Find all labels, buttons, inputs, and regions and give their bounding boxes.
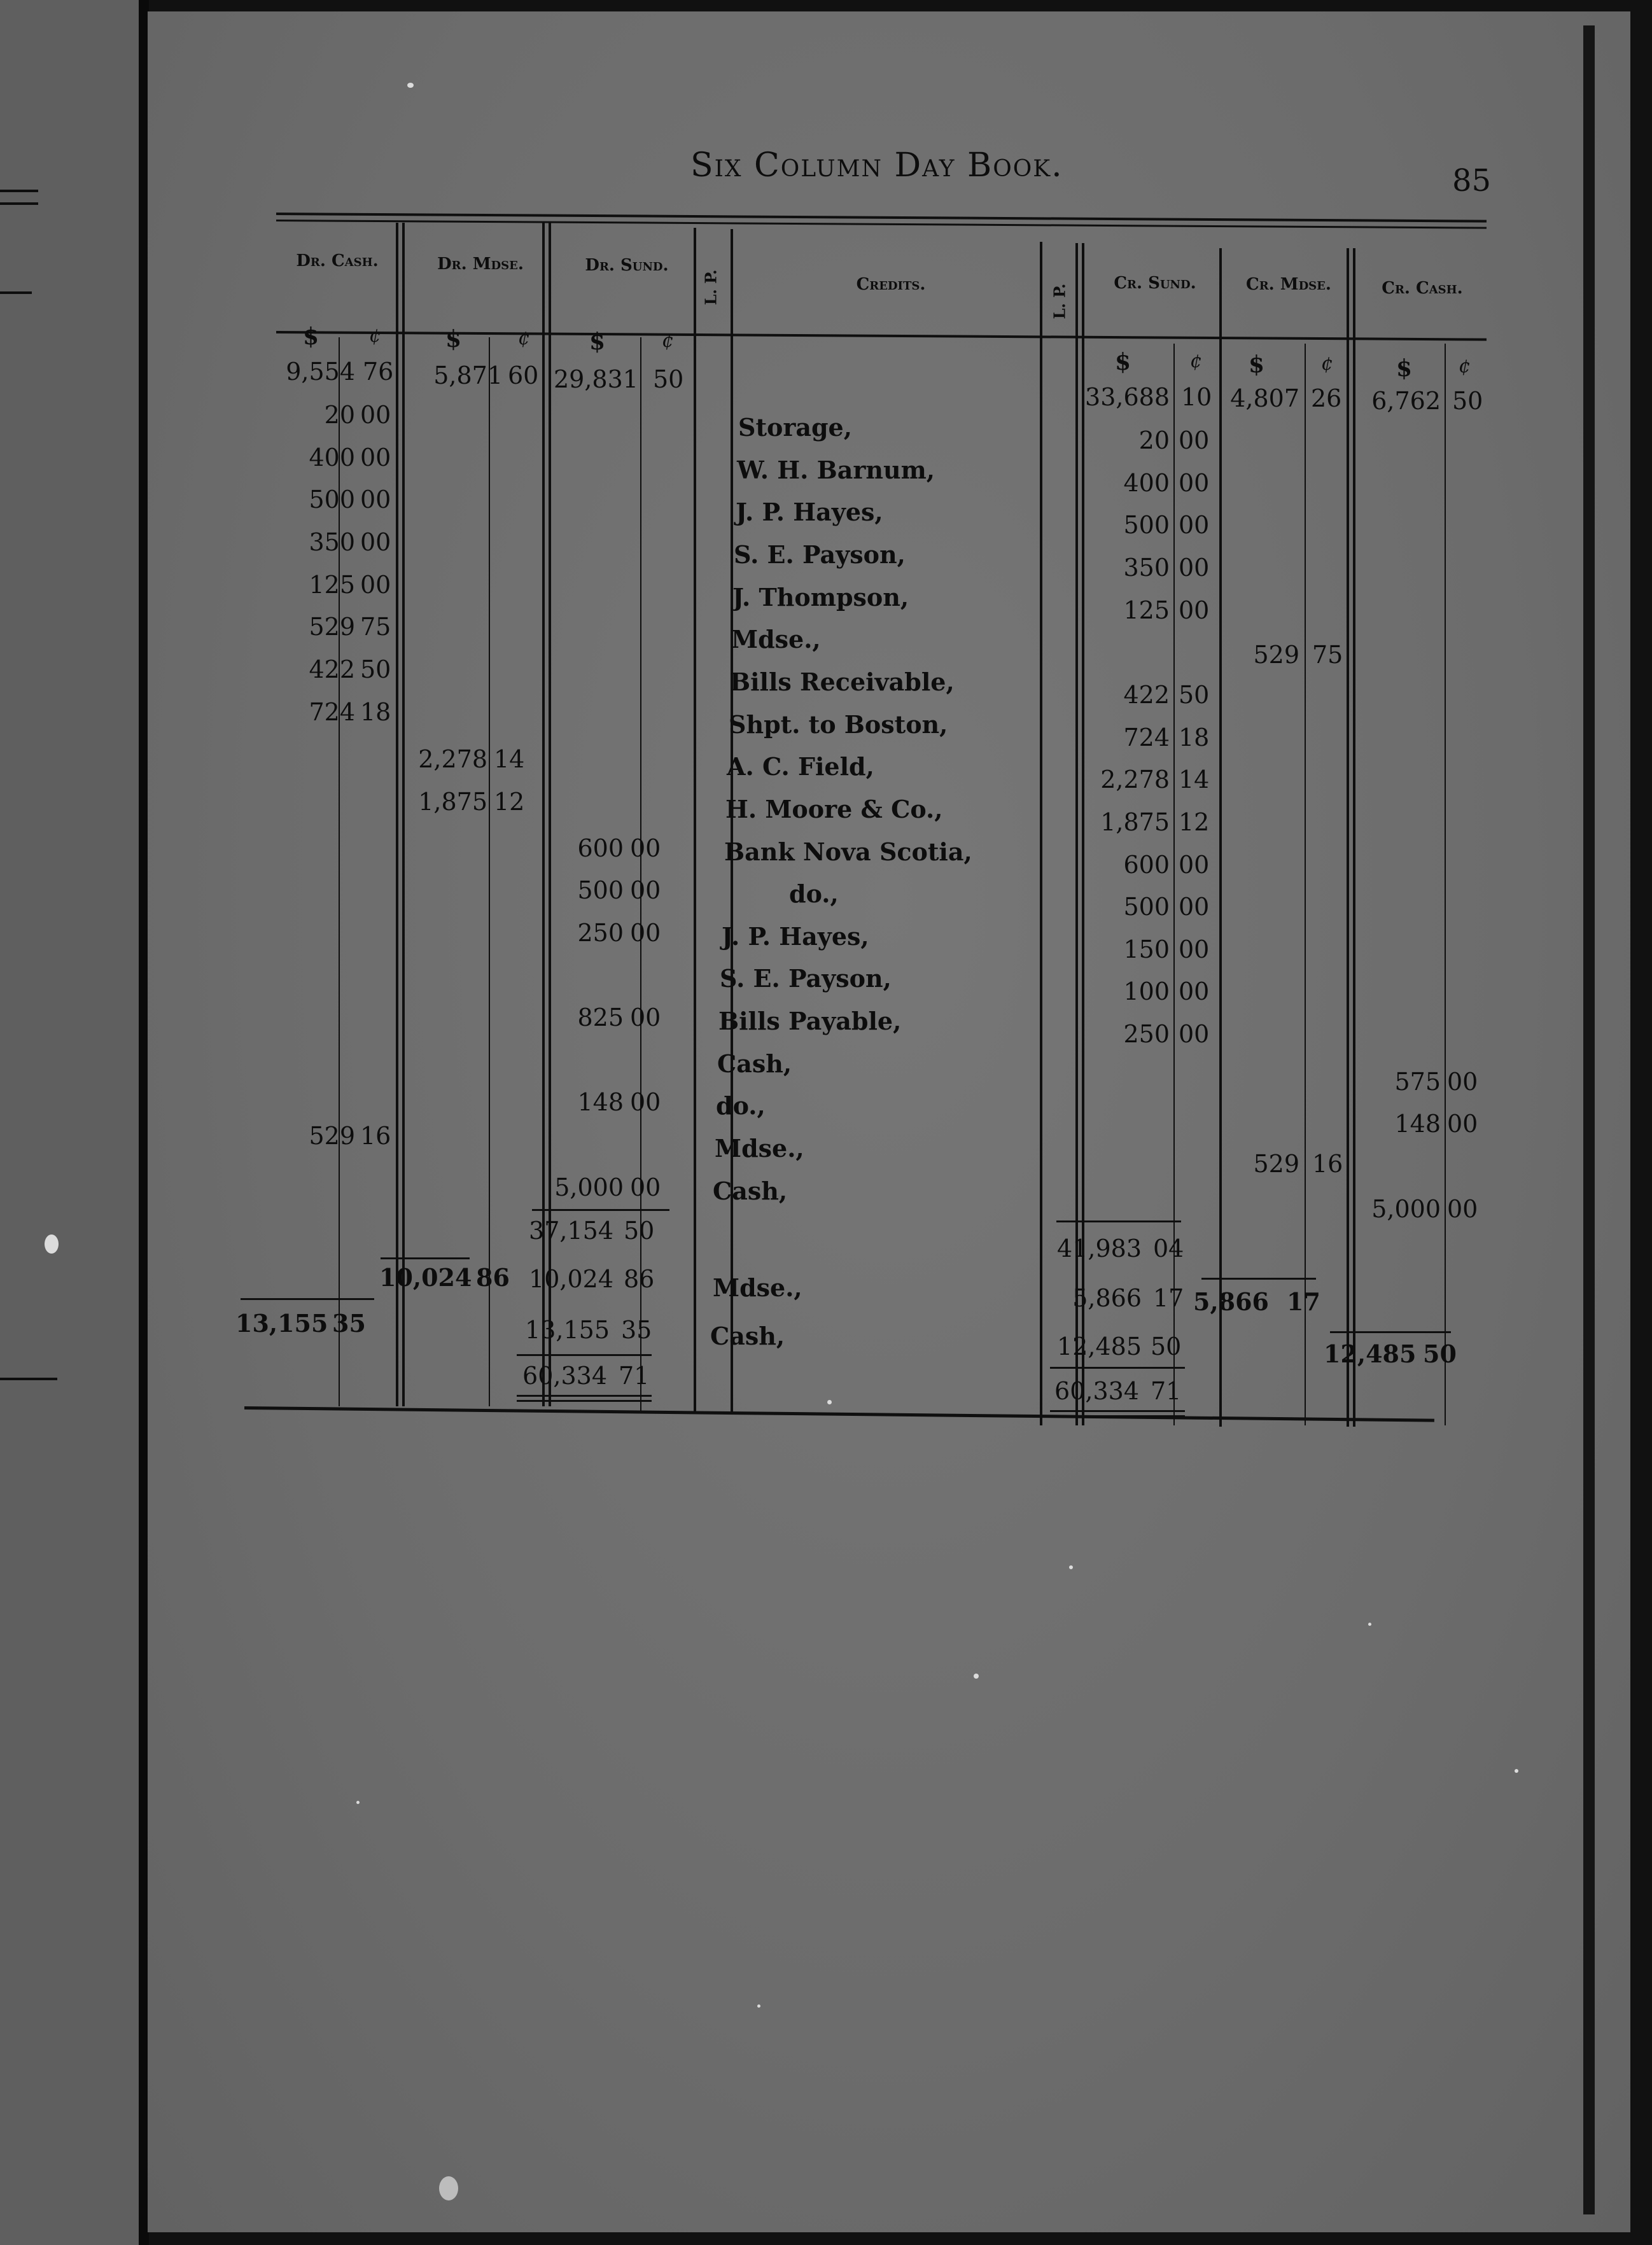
cr-sund-dollars: 125 — [1123, 596, 1170, 624]
header-credits: Credits. — [856, 275, 926, 294]
opening-cr-mdse-cents: 26 — [1311, 384, 1342, 412]
subtotal-cr-sund-dollars: 41,983 — [1057, 1234, 1142, 1262]
credit-account-name: do., — [716, 1091, 766, 1121]
cr-sund-dollars: 600 — [1123, 850, 1170, 879]
cr-sund-dollars: 250 — [1123, 1020, 1170, 1049]
dr-sund-cents: 00 — [630, 1173, 661, 1201]
cash-dr-sund-dollars: 13,155 — [525, 1316, 610, 1344]
header-cr-cash: Cr. Cash. — [1382, 279, 1463, 298]
dr-cash-dollars: 125 — [309, 570, 355, 599]
cr-sund-cents: 00 — [1179, 977, 1210, 1006]
credit-account-name: do., — [789, 879, 839, 909]
grand-rule-cr-sund — [1050, 1367, 1185, 1369]
total-rule-cr-mdse — [1201, 1278, 1316, 1280]
total-dr-cash-dollars: 13,155 — [235, 1309, 328, 1338]
dr-cash-dollars: 20 — [324, 401, 355, 429]
cr-mdse-dollars: 529 — [1253, 641, 1299, 669]
dr-cash-dollars: 400 — [309, 443, 355, 472]
subtotal-rule-dr-sund — [532, 1209, 669, 1211]
total-cr-cash-dollars: 12,485 — [1324, 1339, 1417, 1368]
cr-sund-dollars: 100 — [1123, 977, 1170, 1006]
cr-sund-cents: 00 — [1179, 553, 1210, 582]
credit-account-name: W. H. Barnum, — [737, 455, 935, 484]
header-dr-sund: Dr. Sund. — [585, 256, 669, 275]
cr-sund-cents: 50 — [1179, 680, 1210, 709]
dr-mdse-dollars: 2,278 — [418, 745, 487, 774]
header-dr-mdse: Dr. Mdse. — [437, 255, 524, 274]
total-dr-cash-cents: 35 — [332, 1309, 366, 1338]
cr-sund-cents: 12 — [1179, 808, 1210, 836]
dr-mdse-cents: 12 — [494, 787, 525, 816]
dr-mdse-cents: 14 — [494, 745, 525, 774]
dollar-sign-dr-sund: $ — [589, 328, 606, 355]
dr-cash-cents: 50 — [360, 655, 391, 683]
credit-account-name: J. P. Hayes, — [736, 498, 883, 527]
mdse-cr-sund-cents: 17 — [1153, 1284, 1184, 1312]
cent-sign-dr-sund: ¢ — [662, 330, 675, 352]
dr-sund-dollars: 600 — [577, 834, 624, 862]
dr-sund-dollars: 5,000 — [554, 1173, 624, 1201]
dr-cash-cents: 00 — [360, 401, 391, 429]
credit-account-name: Storage, — [738, 413, 852, 442]
mdse-cr-sund-dollars: 5,866 — [1072, 1284, 1142, 1312]
dr-sund-dollars: 825 — [577, 1004, 624, 1032]
cr-sund-dollars: 724 — [1123, 723, 1170, 752]
cr-sund-dollars: 400 — [1123, 468, 1170, 497]
dr-sund-cents: 00 — [630, 1004, 661, 1032]
opening-dr-cash-dollars: 9,554 — [286, 358, 355, 386]
dr-cash-cents: 75 — [360, 613, 391, 641]
opening-cr-cash-cents: 50 — [1452, 387, 1483, 415]
cr-sund-cents: 00 — [1179, 893, 1210, 921]
cr-sund-dollars: 422 — [1123, 680, 1170, 709]
credit-account-name: J. Thompson, — [732, 582, 909, 612]
grand-cr-sund-dollars: 60,334 — [1054, 1377, 1139, 1405]
mdse-dr-sund-dollars: 10,024 — [529, 1265, 613, 1293]
opening-cr-sund-cents: 10 — [1181, 383, 1212, 411]
cash-cr-sund-dollars: 12,485 — [1057, 1332, 1142, 1360]
cent-sign-dr-cash: ¢ — [369, 325, 382, 347]
opening-dr-mdse-cents: 60 — [508, 361, 539, 389]
cr-sund-cents: 00 — [1179, 511, 1210, 540]
dr-sund-cents: 00 — [630, 1088, 661, 1117]
mdse-dr-sund-cents: 86 — [624, 1265, 655, 1293]
cr-sund-cents: 00 — [1179, 850, 1210, 879]
dollar-sign-cr-mdse: $ — [1249, 351, 1265, 378]
dr-sund-cents: 00 — [630, 918, 661, 947]
total-cr-mdse-cents: 17 — [1287, 1287, 1320, 1316]
cr-sund-dollars: 500 — [1123, 511, 1170, 540]
cr-sund-cents: 00 — [1179, 468, 1210, 497]
cr-mdse-cents: 75 — [1312, 641, 1343, 669]
mdse-credit-label: Mdse., — [713, 1273, 802, 1302]
dr-cash-dollars: 500 — [309, 486, 355, 514]
grand-double-rule-cr-sund-a — [1050, 1410, 1185, 1412]
cr-cash-cents: 00 — [1447, 1067, 1478, 1096]
credit-account-name: Shpt. to Boston, — [729, 710, 948, 739]
subtotal-dr-sund-cents: 50 — [624, 1217, 655, 1245]
cent-sign-cr-cash: ¢ — [1459, 355, 1471, 377]
credit-account-name: Cash, — [713, 1176, 788, 1205]
opening-dr-sund-dollars: 29,831 — [554, 365, 638, 393]
dr-cash-dollars: 529 — [309, 613, 355, 641]
total-cr-cash-cents: 50 — [1423, 1339, 1457, 1368]
cr-sund-cents: 00 — [1179, 1020, 1210, 1049]
credit-account-name: Bills Payable, — [718, 1007, 902, 1036]
credit-account-name: S. E. Payson, — [734, 540, 906, 569]
credit-account-name: Mdse., — [731, 625, 821, 654]
credit-account-name: Bank Nova Scotia, — [724, 837, 972, 866]
cent-sign-dr-mdse: ¢ — [518, 327, 531, 349]
grand-dr-sund-dollars: 60,334 — [522, 1362, 607, 1390]
cr-cash-dollars: 5,000 — [1371, 1194, 1441, 1223]
cr-cash-cents: 00 — [1447, 1110, 1478, 1138]
dr-cash-cents: 00 — [360, 443, 391, 472]
cr-sund-dollars: 350 — [1123, 553, 1170, 582]
dr-sund-dollars: 148 — [577, 1088, 624, 1117]
subtotal-rule-cr-sund — [1056, 1220, 1181, 1222]
dollar-sign-cr-sund: $ — [1115, 349, 1131, 375]
cr-sund-cents: 14 — [1179, 766, 1210, 794]
cr-sund-dollars: 500 — [1123, 893, 1170, 921]
total-rule-dr-cash — [241, 1298, 374, 1300]
cr-sund-dollars: 20 — [1138, 426, 1170, 454]
total-dr-mdse-dollars: 10,024 — [379, 1263, 472, 1292]
cash-credit-label: Cash, — [710, 1322, 785, 1350]
credit-account-name: J. P. Hayes, — [722, 921, 869, 951]
cent-sign-cr-mdse: ¢ — [1321, 353, 1334, 375]
dr-sund-cents: 00 — [630, 834, 661, 862]
dr-cash-cents: 00 — [360, 528, 391, 556]
cr-mdse-dollars: 529 — [1253, 1150, 1299, 1178]
dr-cash-dollars: 350 — [309, 528, 355, 556]
credit-account-name: Mdse., — [715, 1134, 804, 1163]
header-cr-sund: Cr. Sund. — [1114, 274, 1196, 293]
grand-double-rule-dr-sund-b — [517, 1400, 652, 1402]
cr-cash-cents: 00 — [1447, 1194, 1478, 1223]
subtotal-dr-sund-dollars: 37,154 — [529, 1217, 613, 1245]
header-lp-right: L. P. — [1050, 283, 1069, 319]
dr-cash-cents: 00 — [360, 486, 391, 514]
cr-sund-dollars: 1,875 — [1100, 808, 1170, 836]
running-head: Six Column Day Book. — [690, 146, 1063, 185]
page-number: 85 — [1452, 163, 1492, 199]
cr-sund-cents: 00 — [1179, 426, 1210, 454]
opening-dr-cash-cents: 76 — [363, 358, 394, 386]
dr-sund-dollars: 500 — [577, 876, 624, 905]
cr-sund-dollars: 2,278 — [1100, 766, 1170, 794]
credit-account-name: H. Moore & Co., — [725, 794, 943, 823]
dollar-sign-dr-mdse: $ — [445, 326, 462, 353]
grand-double-rule-cr-sund-b — [1050, 1415, 1185, 1417]
dr-cash-cents: 16 — [360, 1122, 391, 1150]
cash-cr-sund-cents: 50 — [1151, 1332, 1182, 1360]
cr-sund-cents: 18 — [1179, 723, 1210, 752]
total-cr-mdse-dollars: 5,866 — [1193, 1287, 1269, 1316]
dr-sund-dollars: 250 — [577, 918, 624, 947]
grand-cr-sund-cents: 71 — [1151, 1377, 1182, 1405]
total-dr-mdse-cents: 86 — [476, 1263, 510, 1292]
cent-sign-cr-sund: ¢ — [1190, 350, 1203, 372]
cr-cash-dollars: 575 — [1394, 1067, 1441, 1096]
grand-rule-dr-sund — [517, 1354, 652, 1356]
dr-mdse-dollars: 1,875 — [418, 787, 487, 816]
dr-cash-dollars: 724 — [309, 697, 355, 726]
header-cr-mdse: Cr. Mdse. — [1246, 275, 1331, 294]
opening-dr-sund-cents: 50 — [653, 365, 684, 393]
credit-account-name: S. E. Payson, — [720, 964, 892, 993]
cash-dr-sund-cents: 35 — [621, 1316, 652, 1344]
dr-cash-dollars: 422 — [309, 655, 355, 683]
dr-cash-cents: 18 — [360, 697, 391, 726]
header-dr-cash: Dr. Cash. — [296, 251, 379, 270]
previous-page-edge — [0, 0, 145, 2245]
opening-cr-sund-dollars: 33,688 — [1085, 383, 1170, 411]
subtotal-cr-sund-cents: 04 — [1153, 1234, 1184, 1262]
header-lp-left: L. P. — [701, 269, 720, 305]
cr-sund-dollars: 150 — [1123, 935, 1170, 963]
dollar-sign-dr-cash: $ — [303, 323, 319, 350]
credit-account-name: Cash, — [717, 1049, 792, 1078]
credit-account-name: A. C. Field, — [727, 752, 874, 781]
page-edge-shadow — [1583, 25, 1595, 2214]
dr-cash-cents: 00 — [360, 570, 391, 599]
dr-sund-cents: 00 — [630, 876, 661, 905]
total-rule-cr-cash — [1330, 1331, 1451, 1333]
dollar-sign-cr-cash: $ — [1396, 355, 1413, 382]
cr-sund-cents: 00 — [1179, 596, 1210, 624]
cr-mdse-cents: 16 — [1312, 1150, 1343, 1178]
cr-sund-cents: 00 — [1179, 935, 1210, 963]
credit-account-name: Bills Receivable, — [730, 667, 955, 696]
dr-cash-dollars: 529 — [309, 1122, 355, 1150]
opening-cr-mdse-dollars: 4,807 — [1230, 384, 1299, 412]
opening-dr-mdse-dollars: 5,871 — [433, 361, 503, 389]
grand-double-rule-dr-sund-a — [517, 1395, 652, 1397]
cr-cash-dollars: 148 — [1394, 1110, 1441, 1138]
total-rule-dr-mdse — [381, 1257, 470, 1259]
opening-cr-cash-dollars: 6,762 — [1371, 387, 1441, 415]
grand-dr-sund-cents: 71 — [619, 1362, 650, 1390]
